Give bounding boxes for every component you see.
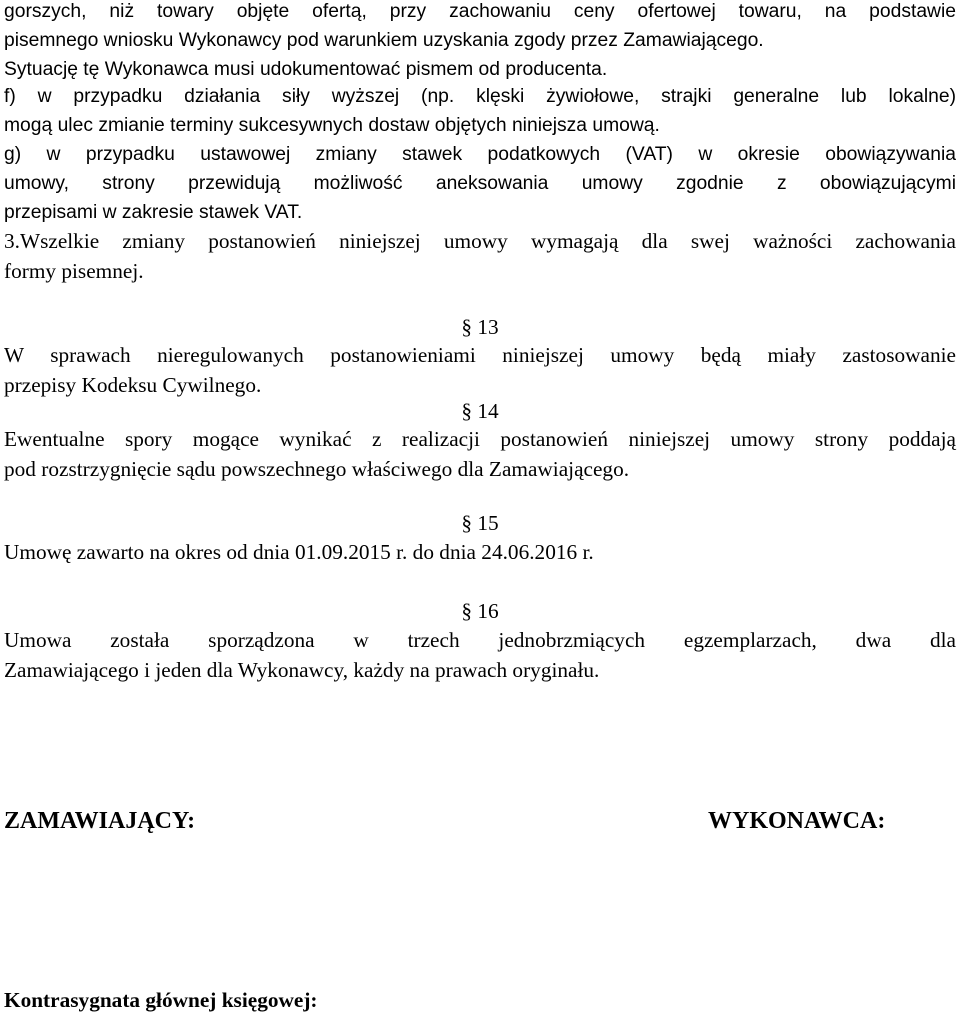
paragraph-line: 3.Wszelkie zmiany postanowień niniejszej umowy wymagają dla swej ważności zachowania [4, 229, 956, 253]
paragraph-line: Zamawiającego i jeden dla Wykonawcy, każdy na prawach oryginału. [4, 658, 600, 682]
countersignature-label: Kontrasygnata głównej księgowej: [4, 988, 318, 1012]
section-heading-15: § 15 [461, 511, 499, 535]
paragraph-line: przepisy Kodeksu Cywilnego. [4, 373, 262, 397]
paragraph-line: formy pisemnej. [4, 259, 144, 283]
paragraph-section-14 [4, 424, 956, 484]
paragraph-section-15 [4, 537, 956, 567]
paragraph-line: g) w przypadku ustawowej zmiany stawek podatkowych (VAT) w okresie obowiązywania [4, 144, 956, 165]
section-heading-16: § 16 [461, 599, 499, 623]
paragraph-line: gorszych, niż towary objęte ofertą, przy zachowaniu ceny ofertowej towaru, na podstawie [4, 1, 956, 22]
paragraph-line: pod rozstrzygnięcie sądu powszechnego właściwego dla Zamawiającego. [4, 457, 630, 481]
paragraph-section-13 [4, 340, 956, 400]
paragraph-line: f) w przypadku działania siły wyższej (np. klęski żywiołowe, strajki generalne lub lokalne) [4, 86, 956, 107]
paragraph-item-f [4, 82, 956, 140]
paragraph-line: Umowę zawarto na okres od dnia 01.09.2015 r. do dnia 24.06.2016 r. [4, 540, 594, 564]
paragraph-line: mogą ulec zmianie terminy sukcesywnych dostaw objętych niniejsza umową. [4, 115, 660, 136]
paragraph-line: przepisami w zakresie stawek VAT. [4, 202, 303, 223]
paragraph-item-g [4, 140, 956, 227]
paragraph-point-3 [4, 226, 956, 286]
signature-label-zamawiajacy: ZAMAWIAJĄCY: [4, 808, 196, 834]
paragraph-line: W sprawach nieregulowanych postanowieniami niniejszej umowy będą miały zastosowanie [4, 343, 956, 367]
paragraph-section-16 [4, 625, 956, 685]
section-heading-13: § 13 [461, 315, 499, 339]
paragraph-line: Ewentualne spory mogące wynikać z realizacji postanowień niniejszej umowy strony poddają [4, 427, 956, 451]
section-heading-14: § 14 [461, 399, 499, 423]
signature-label-wykonawca: WYKONAWCA: [708, 808, 886, 834]
paragraph-line: Umowa została sporządzona w trzech jednobrzmiących egzemplarzach, dwa dla [4, 628, 956, 652]
paragraph-line: Sytuację tę Wykonawca musi udokumentować pismem od producenta. [4, 59, 608, 80]
paragraph-line: pisemnego wniosku Wykonawcy pod warunkiem uzyskania zgody przez Zamawiającego. [4, 30, 764, 51]
paragraph-line: umowy, strony przewidują możliwość aneksowania umowy zgodnie z obowiązującymi [4, 173, 956, 194]
paragraph-continuation [4, 0, 956, 84]
